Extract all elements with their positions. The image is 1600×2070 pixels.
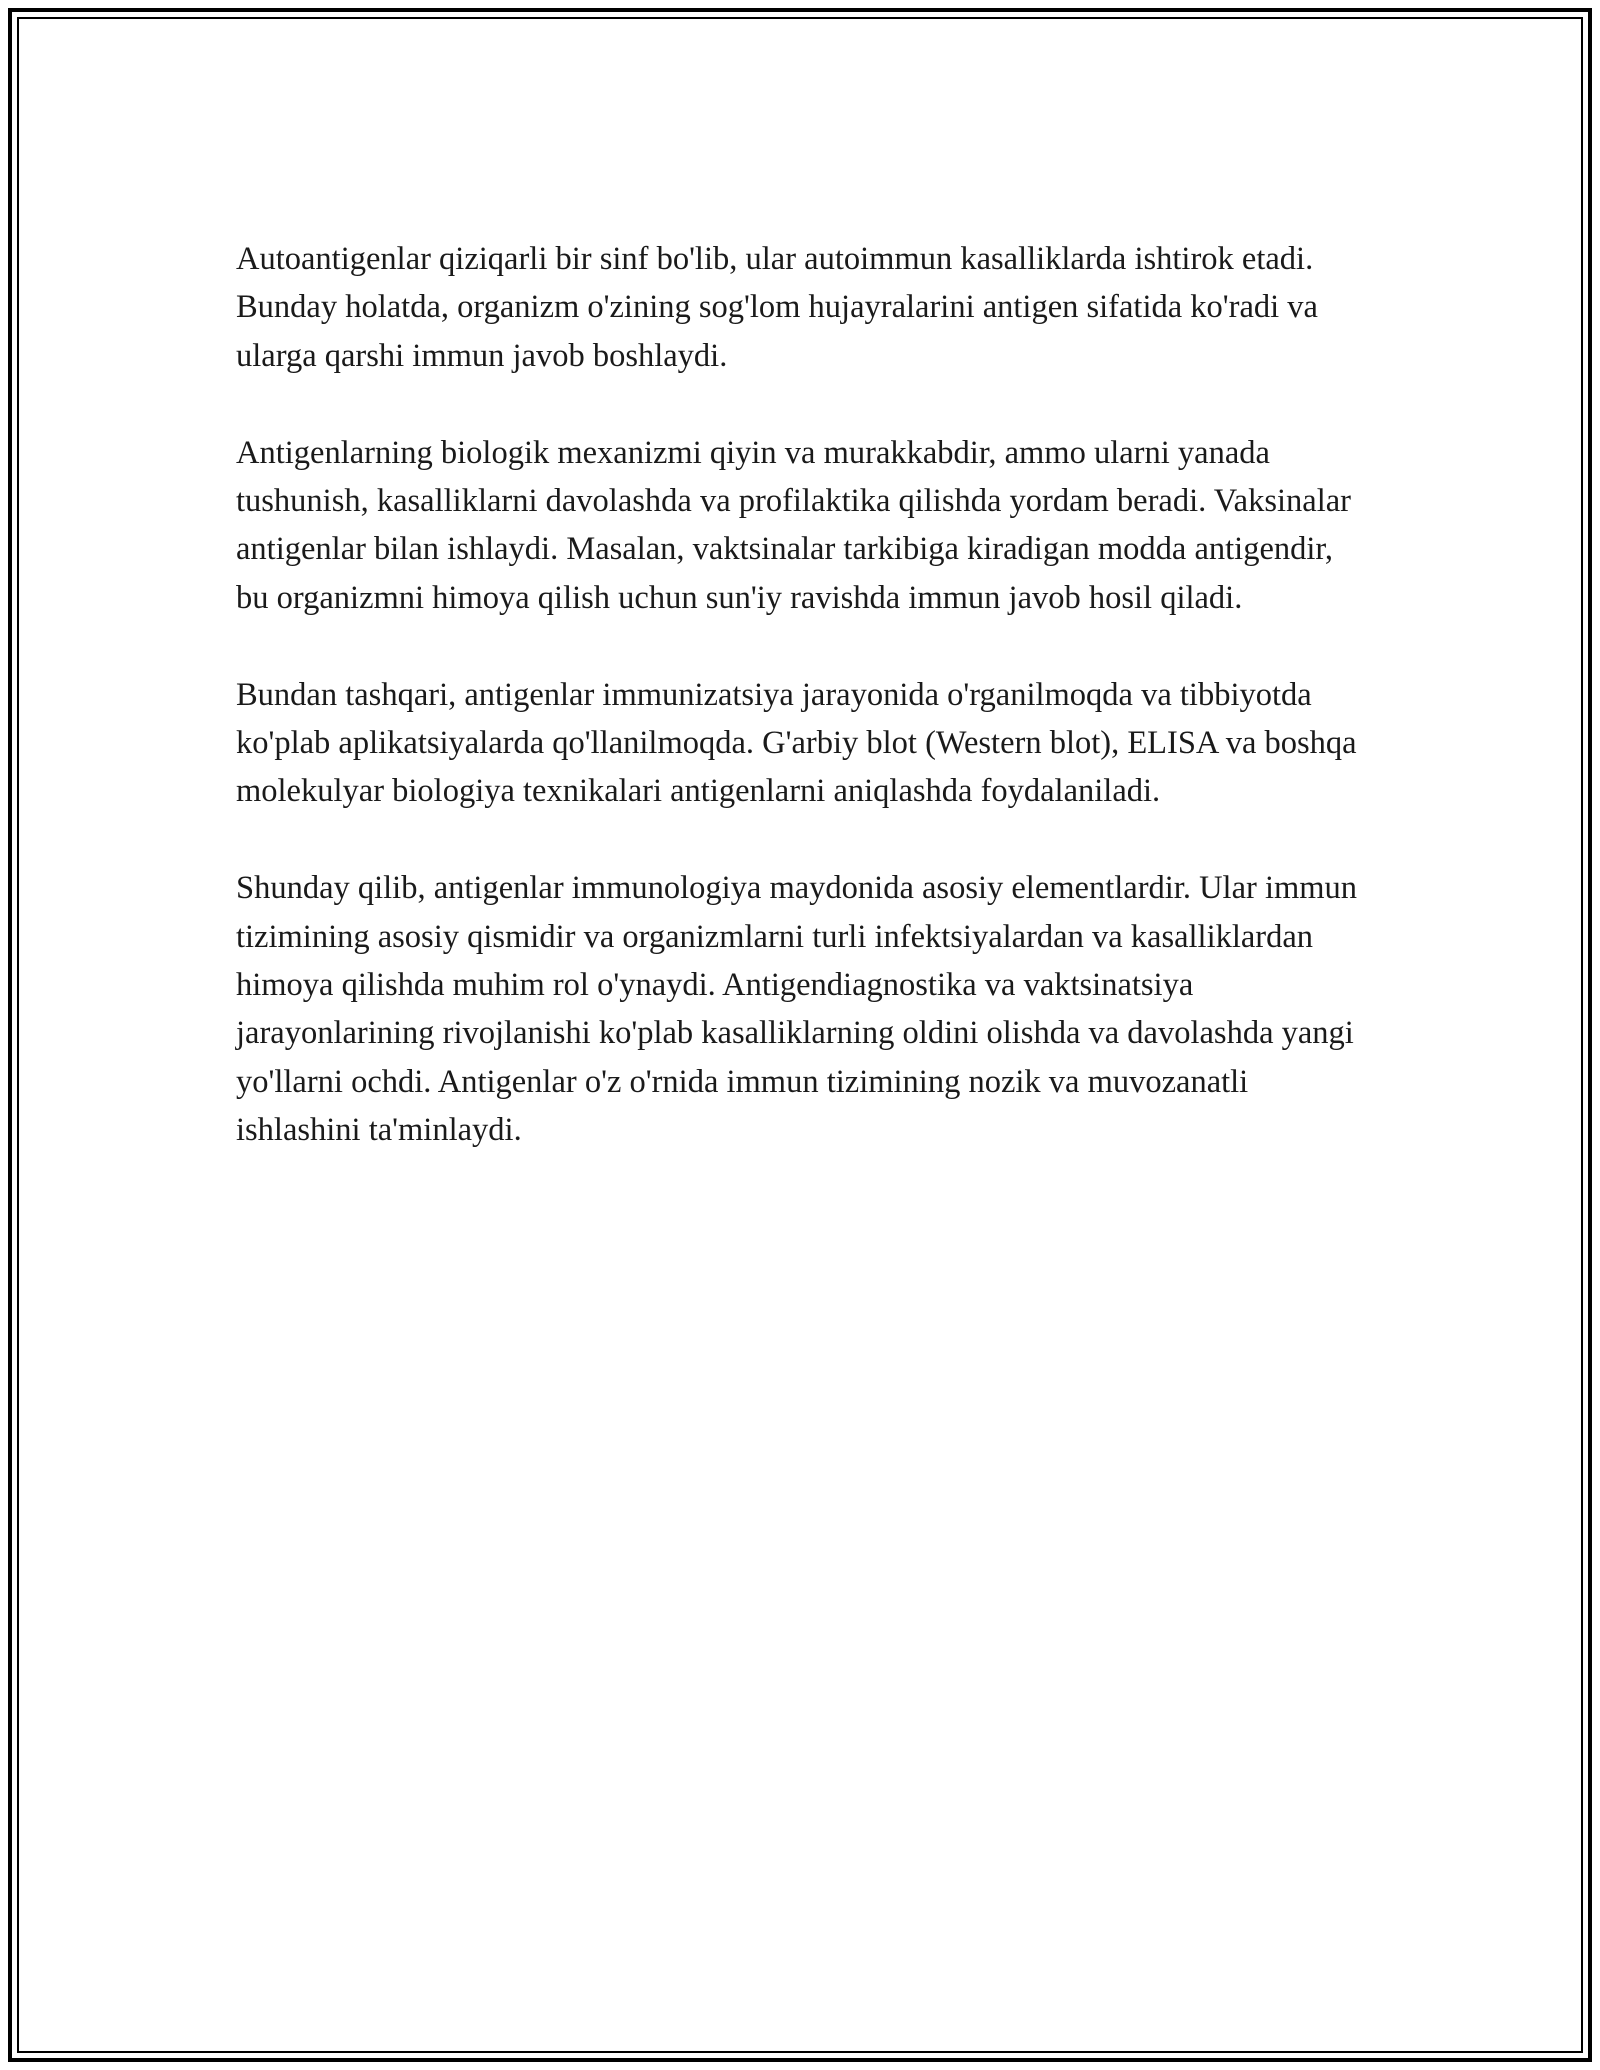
paragraph-1: Autoantigenlar qiziqarli bir sinf bo'lib, ular autoimmun kasalliklarda ishtirok etadi. Bunday holatda, organizm o'zining sog'lom hujayralarini antigen sifatida ko'radi va ularga qarshi immun javob boshlaydi. [236,241,1318,374]
document-body [236,235,1366,1155]
paragraph-4: Shunday qilib, antigenlar immunologiya maydonida asosiy elementlardir. Ular immun tizimining asosiy qismidir va organizmlarni turli infektsiyalardan va kasalliklardan himoya qilishda muhim rol o'ynaydi. Antigendiagnostika va vaktsinatsiya jarayonlarining rivojlanishi ko'plab kasalliklarning oldini olishda va davolashda yangi yo'llarni ochdi. Antigenlar o'z o'rnida immun tizimining nozik va muvozanatli ishlashini ta'minlaydi. [236,870,1358,1149]
paragraph-2: Antigenlarning biologik mexanizmi qiyin va murakkabdir, ammo ularni yanada tushunish, kasalliklarni davolashda va profilaktika qilishda yordam beradi. Vaksinalar antigenlar bilan ishlaydi. Masalan, vaktsinalar tarkibiga kiradigan modda antigendir, bu organizmni himoya qilish uchun sun'iy ravishda immun javob hosil qiladi. [236,434,1351,616]
paragraph-3: Bundan tashqari, antigenlar immunizatsiya jarayonida o'rganilmoqda va tibbiyotda ko'plab aplikatsiyalarda qo'llanilmoqda. G'arbiy blot (Western blot), ELISA va boshqa molekulyar biologiya texnikalari antigenlarni aniqlashda foydalaniladi. [236,676,1357,810]
